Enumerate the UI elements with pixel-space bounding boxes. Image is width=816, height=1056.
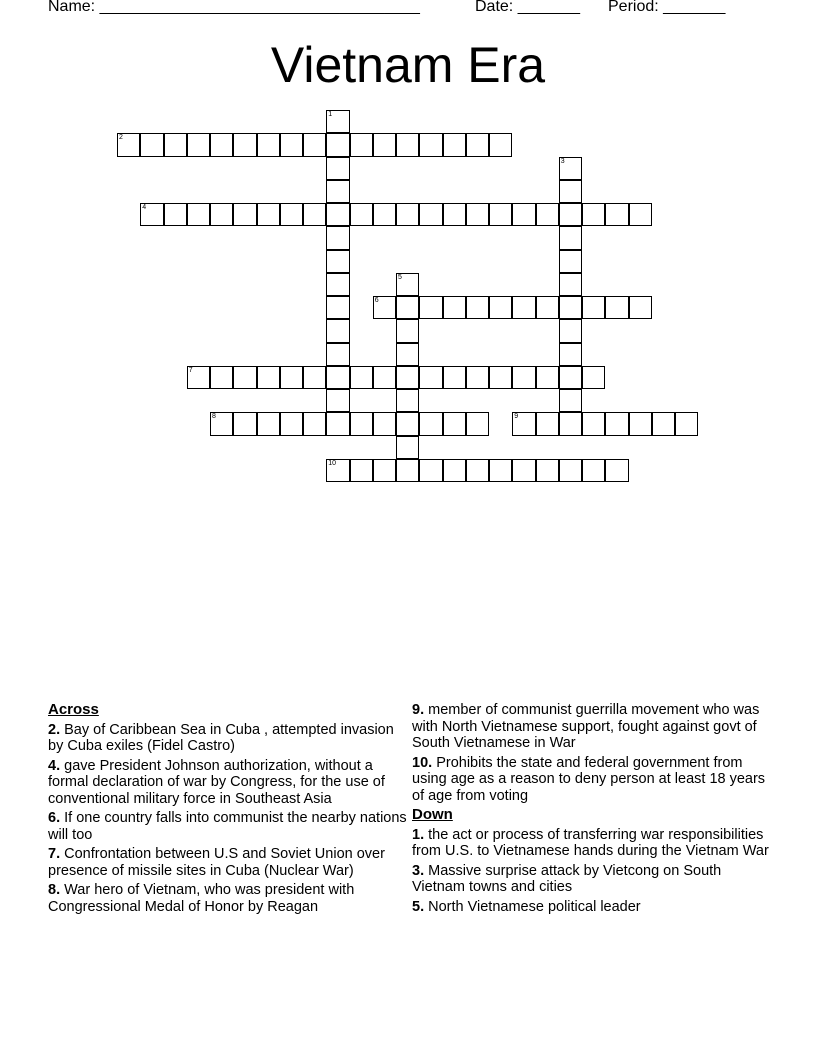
grid-cell[interactable]	[536, 366, 559, 389]
grid-cell[interactable]	[233, 203, 256, 226]
grid-cell[interactable]	[489, 203, 512, 226]
grid-cell[interactable]	[559, 389, 582, 412]
grid-cell[interactable]	[373, 203, 396, 226]
clue-num: 6.	[48, 810, 61, 826]
grid-cell[interactable]	[396, 412, 419, 435]
grid-cell[interactable]	[629, 296, 652, 319]
grid-cell[interactable]	[257, 133, 280, 156]
grid-cell[interactable]	[326, 180, 349, 203]
header-line	[48, 0, 768, 20]
grid-cell[interactable]	[373, 133, 396, 156]
grid-cell[interactable]	[559, 343, 582, 366]
period-field-label: Period: _______	[608, 0, 726, 15]
across-clues-right	[412, 702, 772, 804]
clue-num: 8.	[48, 882, 61, 898]
grid-cell[interactable]	[326, 273, 349, 296]
grid-cell[interactable]	[326, 250, 349, 273]
grid-cell[interactable]	[373, 459, 396, 482]
clue-item	[412, 702, 772, 752]
grid-cell[interactable]	[326, 389, 349, 412]
clue-num: 7.	[48, 846, 61, 862]
grid-cell[interactable]	[210, 366, 233, 389]
across-heading: Across	[48, 701, 99, 718]
clue-column-right	[412, 702, 772, 918]
page-title: Vietnam Era	[270, 37, 546, 93]
grid-cell[interactable]	[559, 180, 582, 203]
clue-number: 6	[374, 297, 379, 304]
clue-item	[412, 755, 772, 805]
grid-cell[interactable]	[559, 250, 582, 273]
grid-cell[interactable]	[652, 412, 675, 435]
grid-cell[interactable]	[350, 133, 373, 156]
grid-cell[interactable]	[326, 296, 349, 319]
grid-cell[interactable]	[512, 366, 535, 389]
grid-cell[interactable]	[280, 133, 303, 156]
grid-cell[interactable]	[559, 459, 582, 482]
grid-cell[interactable]	[419, 412, 442, 435]
clue-text: Prohibits the state and federal government from using age as a reason to deny person at least 18 years of age from voting	[412, 754, 766, 804]
grid-cell[interactable]	[443, 459, 466, 482]
grid-cell[interactable]	[396, 436, 419, 459]
down-heading: Down	[412, 806, 453, 823]
grid-cell[interactable]	[419, 133, 442, 156]
grid-cell[interactable]	[257, 203, 280, 226]
grid-cell[interactable]	[559, 296, 582, 319]
grid-cell[interactable]	[210, 412, 233, 435]
clue-text: North Vietnamese political leader	[428, 898, 641, 915]
grid-cell[interactable]	[582, 412, 605, 435]
grid-cell[interactable]	[559, 366, 582, 389]
grid-cell[interactable]	[629, 203, 652, 226]
grid-cell[interactable]	[443, 366, 466, 389]
grid-cell[interactable]	[326, 412, 349, 435]
clue-column-left	[48, 702, 408, 918]
grid-cell[interactable]	[326, 343, 349, 366]
grid-cell[interactable]	[605, 203, 628, 226]
clue-num: 3.	[412, 862, 425, 879]
grid-cell[interactable]	[559, 319, 582, 342]
grid-cell[interactable]	[419, 459, 442, 482]
grid-cell[interactable]	[536, 412, 559, 435]
grid-cell[interactable]	[466, 296, 489, 319]
clue-item	[48, 758, 408, 808]
grid-cell[interactable]	[326, 366, 349, 389]
grid-cell[interactable]	[536, 203, 559, 226]
grid-cell[interactable]	[280, 203, 303, 226]
clue-item	[48, 846, 408, 879]
grid-cell[interactable]	[326, 133, 349, 156]
clue-num: 10.	[412, 754, 433, 771]
grid-cell[interactable]	[466, 203, 489, 226]
clue-number: 3	[560, 157, 565, 165]
clue-text: If one country falls into communist the nearby nations will too	[48, 810, 407, 843]
grid-cell[interactable]	[396, 459, 419, 482]
grid-cell[interactable]	[210, 203, 233, 226]
grid-cell[interactable]	[582, 459, 605, 482]
grid-cell[interactable]	[373, 412, 396, 435]
grid-cell[interactable]	[396, 366, 419, 389]
grid-cell[interactable]	[443, 133, 466, 156]
grid-cell[interactable]	[559, 203, 582, 226]
grid-cell[interactable]	[466, 459, 489, 482]
grid-cell[interactable]	[489, 366, 512, 389]
grid-cell[interactable]	[257, 366, 280, 389]
grid-cell[interactable]	[419, 203, 442, 226]
grid-cell[interactable]	[419, 296, 442, 319]
grid-cell[interactable]	[326, 203, 349, 226]
grid-cell[interactable]	[396, 343, 419, 366]
clue-text: Confrontation between U.S and Soviet Union over presence of missile sites in Cuba (Nuclear War)	[48, 846, 385, 879]
grid-cell[interactable]	[489, 133, 512, 156]
clue-number: 7	[188, 366, 193, 374]
grid-cell[interactable]	[280, 366, 303, 389]
clue-num: 9.	[412, 702, 425, 718]
grid-cell[interactable]	[512, 459, 535, 482]
clue-item	[48, 722, 408, 755]
clue-item	[412, 899, 772, 916]
grid-cell[interactable]	[396, 133, 419, 156]
grid-cell[interactable]	[326, 226, 349, 249]
grid-cell[interactable]	[675, 412, 698, 435]
clue-num: 2.	[48, 721, 61, 738]
clue-number: 4	[142, 204, 147, 211]
grid-cell[interactable]	[303, 133, 326, 156]
grid-cell[interactable]	[466, 133, 489, 156]
grid-cell[interactable]	[164, 203, 187, 226]
grid-cell[interactable]	[233, 366, 256, 389]
clue-num: 1.	[412, 826, 425, 843]
grid-cell[interactable]	[280, 412, 303, 435]
grid-cell[interactable]	[164, 133, 187, 156]
grid-cell[interactable]	[140, 203, 163, 226]
grid-cell[interactable]	[187, 366, 210, 389]
grid-cell[interactable]	[605, 412, 628, 435]
grid-cell[interactable]	[396, 296, 419, 319]
clue-text: Bay of Caribbean Sea in Cuba , attempted invasion by Cuba exiles (Fidel Castro)	[48, 721, 394, 754]
clue-text: Massive surprise attack by Vietcong on South Vietnam towns and cities	[412, 862, 722, 895]
grid-cell[interactable]	[582, 203, 605, 226]
grid-cell[interactable]	[350, 203, 373, 226]
grid-cell[interactable]	[559, 273, 582, 296]
grid-cell[interactable]	[536, 296, 559, 319]
clue-text: War hero of Vietnam, who was president with Congressional Medal of Honor by Reagan	[48, 882, 355, 915]
grid-cell[interactable]	[396, 389, 419, 412]
grid-cell[interactable]	[233, 412, 256, 435]
grid-cell[interactable]	[466, 412, 489, 435]
grid-cell[interactable]	[396, 203, 419, 226]
grid-cell[interactable]	[326, 459, 349, 482]
clue-item	[412, 827, 772, 860]
grid-cell[interactable]	[396, 319, 419, 342]
clue-text: the act or process of transferring war responsibilities from U.S. to Vietnamese hands during the Vietnam War	[412, 826, 769, 859]
clue-num: 4.	[48, 757, 61, 774]
clue-num: 5.	[412, 898, 425, 915]
grid-cell[interactable]	[257, 412, 280, 435]
grid-cell[interactable]	[350, 459, 373, 482]
grid-cell[interactable]	[582, 366, 605, 389]
grid-cell[interactable]	[210, 133, 233, 156]
grid-cell[interactable]	[559, 412, 582, 435]
clue-text: gave President Johnson authorization, without a formal declaration of war by Congress, for the use of conventional military force in Southeast Asia	[48, 757, 385, 807]
date-field-label: Date: _______	[475, 0, 580, 15]
grid-cell[interactable]	[629, 412, 652, 435]
clue-number: 2	[119, 134, 123, 142]
grid-cell[interactable]	[326, 319, 349, 342]
grid-cell[interactable]	[396, 273, 419, 296]
grid-cell[interactable]	[187, 203, 210, 226]
grid-cell[interactable]	[350, 412, 373, 435]
grid-cell[interactable]	[326, 110, 349, 133]
clue-item	[412, 863, 772, 896]
clue-number: 10	[328, 459, 337, 467]
grid-cell[interactable]	[489, 459, 512, 482]
grid-cell[interactable]	[443, 412, 466, 435]
clue-item	[48, 810, 408, 843]
grid-cell[interactable]	[512, 296, 535, 319]
grid-cell[interactable]	[489, 296, 512, 319]
name-field-label: Name: ____________________________________	[48, 0, 420, 15]
grid-cell[interactable]	[559, 226, 582, 249]
grid-cell[interactable]	[559, 157, 582, 180]
clue-number: 8	[212, 413, 216, 421]
clue-number: 9	[514, 413, 519, 421]
clue-number: 1	[328, 111, 333, 118]
grid-cell[interactable]	[605, 296, 628, 319]
grid-cell[interactable]	[536, 459, 559, 482]
grid-cell[interactable]	[419, 366, 442, 389]
grid-cell[interactable]	[233, 133, 256, 156]
clue-item	[48, 882, 408, 915]
grid-cell[interactable]	[350, 366, 373, 389]
grid-cell[interactable]	[303, 203, 326, 226]
grid-cell[interactable]	[303, 366, 326, 389]
grid-cell[interactable]	[512, 203, 535, 226]
grid-cell[interactable]	[605, 459, 628, 482]
down-clues	[412, 827, 772, 916]
grid-cell[interactable]	[512, 412, 535, 435]
grid-cell[interactable]	[443, 296, 466, 319]
grid-cell[interactable]	[117, 133, 140, 156]
grid-cell[interactable]	[303, 412, 326, 435]
clue-number: 5	[398, 273, 402, 281]
grid-cell[interactable]	[373, 296, 396, 319]
grid-cell[interactable]	[582, 296, 605, 319]
grid-cell[interactable]	[187, 133, 210, 156]
grid-cell[interactable]	[443, 203, 466, 226]
clue-text: member of communist guerrilla movement who was with North Vietnamese support, fought against govt of South Vietnamese in War	[412, 702, 760, 751]
grid-cell[interactable]	[140, 133, 163, 156]
grid-cell[interactable]	[326, 157, 349, 180]
grid-cell[interactable]	[373, 366, 396, 389]
across-clues-left	[48, 722, 408, 916]
grid-cell[interactable]	[466, 366, 489, 389]
